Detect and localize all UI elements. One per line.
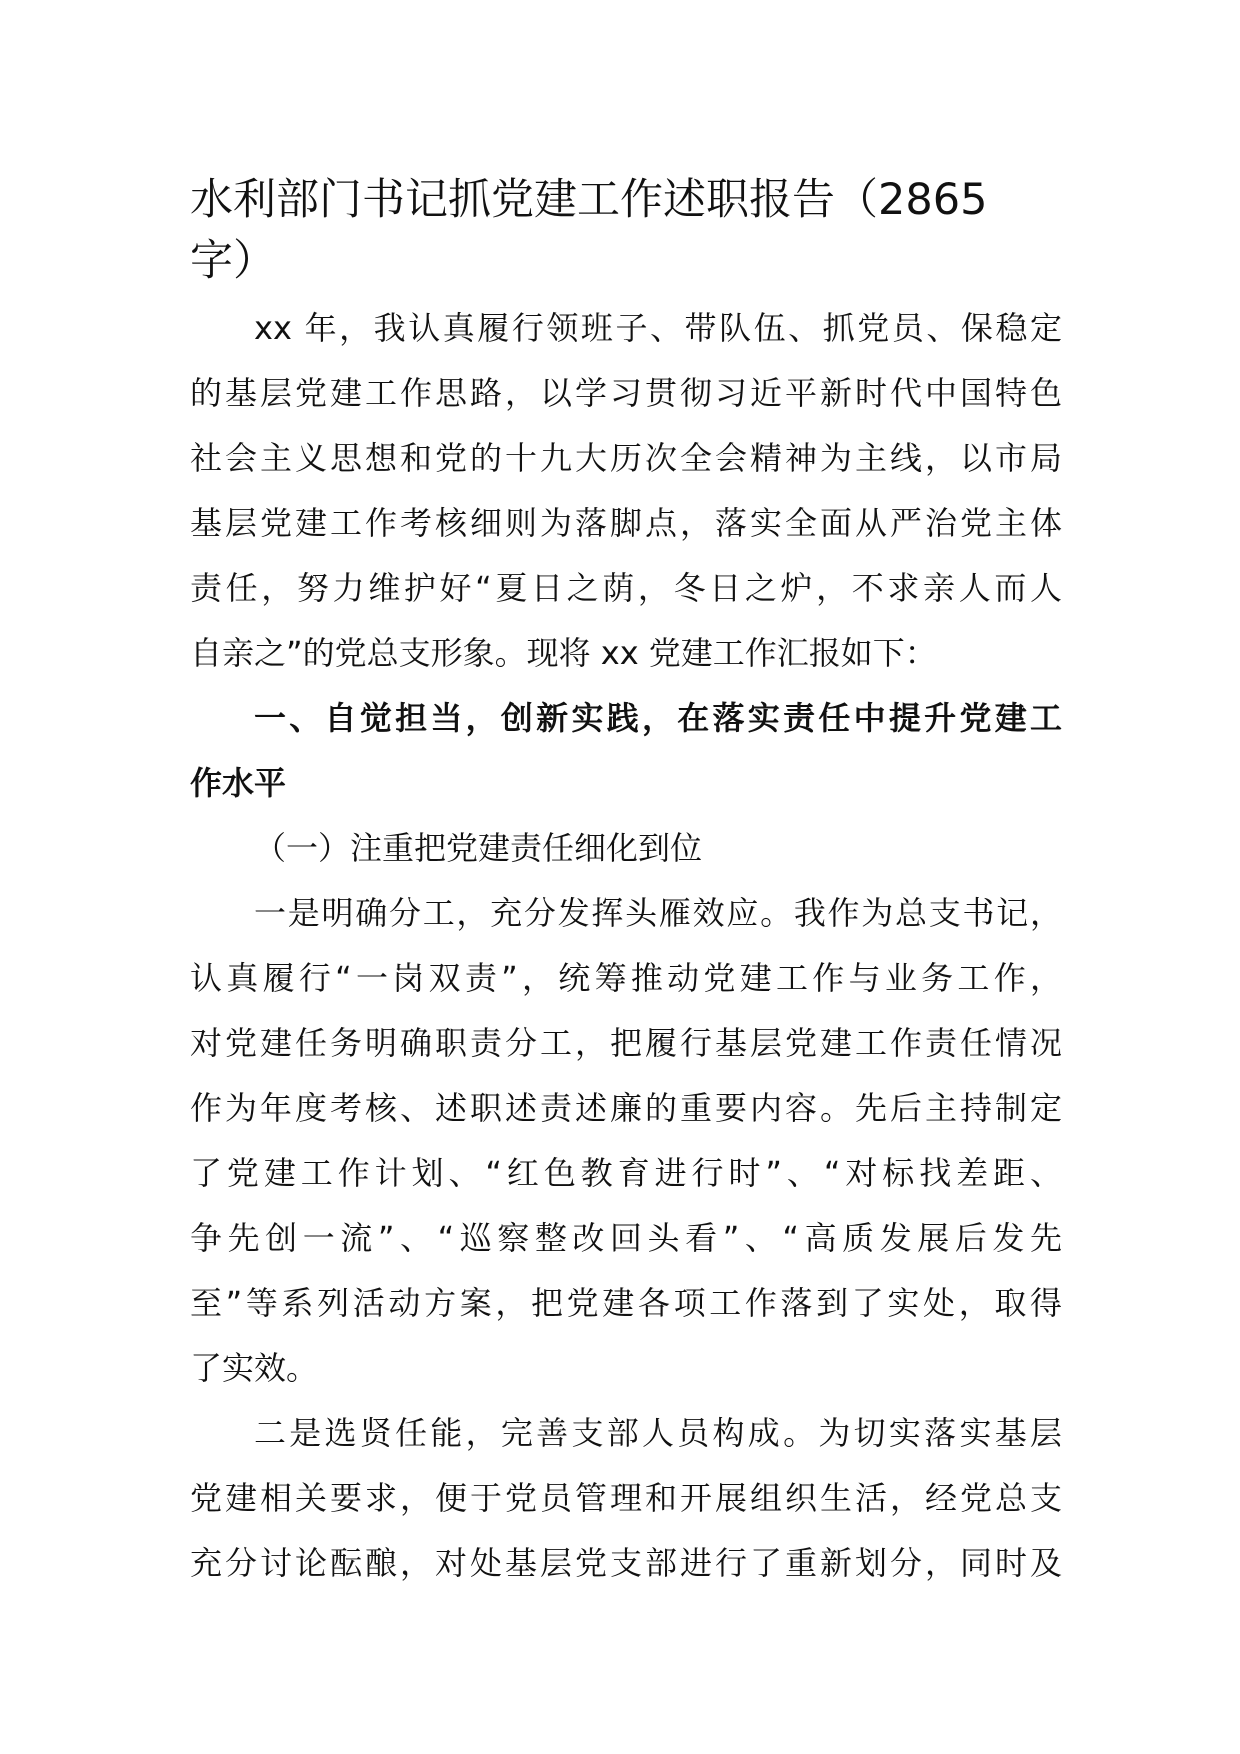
text-line: 作水平 (190, 764, 287, 802)
text-line: 了党建工作计划、“红色教育进行时”、“对标找差距、 (190, 1154, 1062, 1192)
text-line: 一是明确分工，充分发挥头雁效应。我作为总支书记， (254, 894, 1062, 932)
paragraph (190, 1401, 1062, 1596)
text-line: 基层党建工作考核细则为落脚点，落实全面从严治党主体 (190, 504, 1062, 542)
text-line: 认真履行“一岗双责”，统筹推动党建工作与业务工作， (190, 959, 1062, 997)
text-line: 充分讨论酝酿，对处基层党支部进行了重新划分，同时及 (190, 1544, 1062, 1582)
text-line: 党建相关要求，便于党员管理和开展组织生活，经党总支 (190, 1479, 1062, 1517)
paragraph (190, 881, 1062, 1401)
text-line: 至”等系列活动方案，把党建各项工作落到了实处，取得 (190, 1284, 1062, 1322)
text-line: 责任，努力维护好“夏日之荫，冬日之炉，不求亲人而人 (190, 569, 1062, 607)
text-line: 一、自觉担当，创新实践，在落实责任中提升党建工 (254, 699, 1062, 737)
text-line: 了实效。 (190, 1349, 319, 1387)
text-line: 的基层党建工作思路，以学习贯彻习近平新时代中国特色 (190, 374, 1062, 412)
text-line: 二是选贤任能，完善支部人员构成。为切实落实基层 (254, 1414, 1062, 1452)
text-line: 作为年度考核、述职述责述廉的重要内容。先后主持制定 (190, 1089, 1062, 1127)
text-line: xx 年，我认真履行领班子、带队伍、抓党员、保稳定 (254, 309, 1062, 347)
paragraph (190, 816, 1062, 881)
document-title (190, 170, 1062, 292)
title-line: 字） (190, 236, 276, 286)
document-page (190, 170, 1062, 1596)
text-line: 争先创一流”、“巡察整改回头看”、“高质发展后发先 (190, 1219, 1062, 1257)
text-line: （一）注重把党建责任细化到位 (254, 829, 703, 867)
text-line: 社会主义思想和党的十九大历次全会精神为主线，以市局 (190, 439, 1062, 477)
section-heading (190, 686, 1062, 816)
text-line: 自亲之”的党总支形象。现将 xx 党建工作汇报如下： (190, 634, 937, 672)
document-body (190, 296, 1062, 1596)
paragraph (190, 296, 1062, 686)
title-line: 水利部门书记抓党建工作述职报告（2865 (190, 175, 988, 225)
text-line: 对党建任务明确职责分工，把履行基层党建工作责任情况 (190, 1024, 1062, 1062)
